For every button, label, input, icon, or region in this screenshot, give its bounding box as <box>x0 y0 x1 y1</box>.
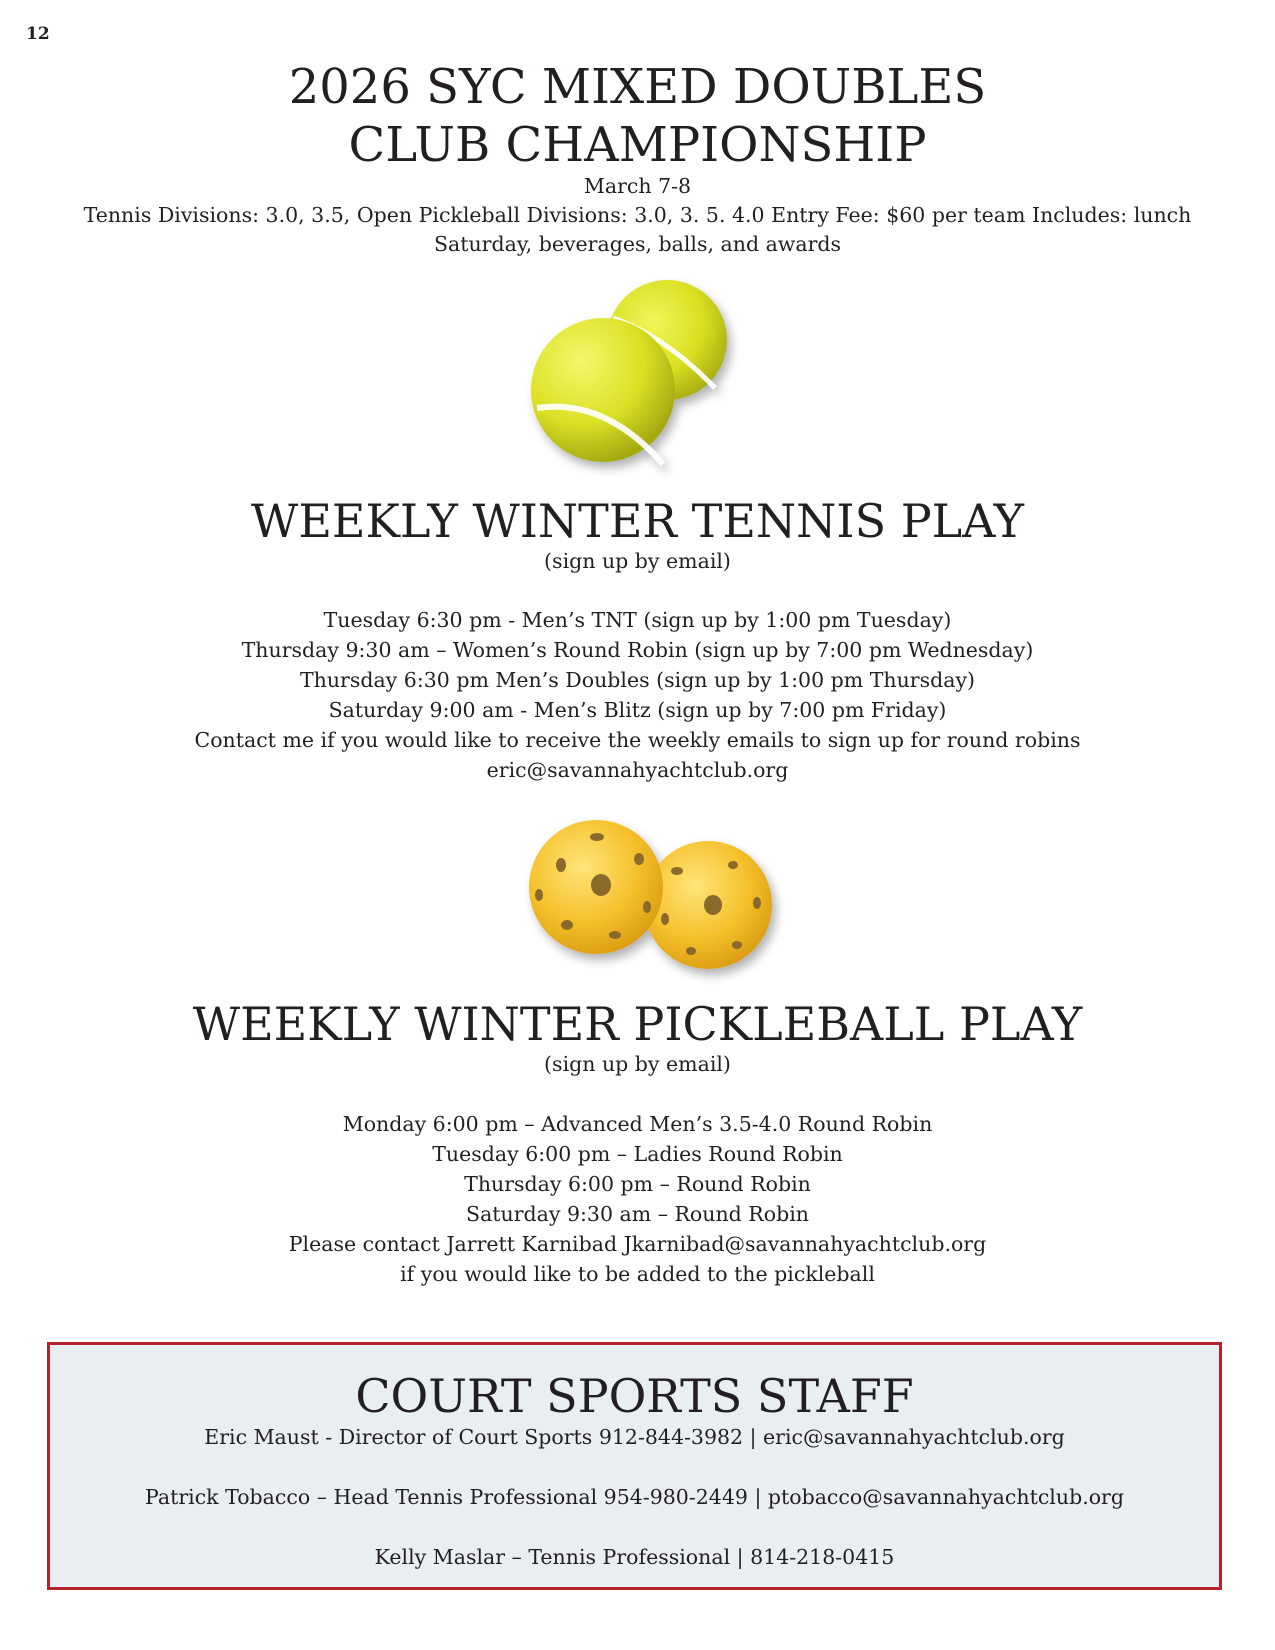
championship-details-line1: Tennis Divisions: 3.0, 3.5, Open Pickleball Divisions: 3.0, 3. 5. 4.0 Entry Fee: $60 per team Includes: lunch <box>83 203 1192 227</box>
championship-date: March 7-8 <box>583 174 692 198</box>
pickleball-line: Monday 6:00 pm – Advanced Men’s 3.5-4.0 Round Robin <box>342 1112 933 1136</box>
tennis-heading: WEEKLY WINTER TENNIS PLAY <box>251 494 1024 548</box>
tennis-line: Saturday 9:00 am - Men’s Blitz (sign up by 7:00 pm Friday) <box>328 698 947 722</box>
championship-title-line1: 2026 SYC MIXED DOUBLES <box>288 59 987 115</box>
pickleball-line: Saturday 9:30 am – Round Robin <box>466 1202 809 1226</box>
pickleballs-image <box>515 815 785 990</box>
tennis-ball-front <box>531 318 675 462</box>
court-sports-staff-box <box>47 1342 1222 1590</box>
pickleball-line: Thursday 6:00 pm – Round Robin <box>464 1172 811 1196</box>
pickleball-front <box>529 820 663 954</box>
pickleball-heading: WEEKLY WINTER PICKLEBALL PLAY <box>192 997 1083 1051</box>
tennis-schedule <box>0 605 1275 785</box>
tennis-balls-image <box>515 278 765 488</box>
tennis-line: Thursday 9:30 am – Women’s Round Robin (sign up by 7:00 pm Wednesday) <box>241 638 1034 662</box>
staff-heading: COURT SPORTS STAFF <box>355 1369 914 1423</box>
tennis-signup-note: (sign up by email) <box>544 549 731 573</box>
tennis-email: eric@savannahyachtclub.org <box>486 758 789 782</box>
pickleball-line: Tuesday 6:00 pm – Ladies Round Robin <box>432 1142 843 1166</box>
tennis-line: Contact me if you would like to receive the weekly emails to sign up for round robins <box>194 728 1081 752</box>
pickleball-line: Please contact Jarrett Karnibad Jkarnibad@savannahyachtclub.org <box>288 1232 987 1256</box>
championship-title <box>0 58 1275 174</box>
staff-member-head-pro: Patrick Tobacco – Head Tennis Professional 954-980-2449 | ptobacco@savannahyachtclub.org <box>145 1485 1124 1509</box>
pickleball-schedule <box>0 1109 1275 1289</box>
pickleball-signup-note: (sign up by email) <box>544 1052 731 1076</box>
pickleball-back <box>644 841 772 969</box>
pickleball-line: if you would like to be added to the pickleball <box>400 1262 875 1286</box>
staff-member-pro: Kelly Maslar – Tennis Professional | 814-218-0415 <box>374 1545 895 1569</box>
championship-title-line2: CLUB CHAMPIONSHIP <box>348 117 927 173</box>
tennis-line: Tuesday 6:30 pm - Men’s TNT (sign up by 1:00 pm Tuesday) <box>323 608 952 632</box>
page-number: 12 <box>26 24 50 44</box>
championship-details-line2: Saturday, beverages, balls, and awards <box>433 232 842 256</box>
staff-member-director: Eric Maust - Director of Court Sports 912-844-3982 | eric@savannahyachtclub.org <box>204 1425 1065 1449</box>
tennis-line: Thursday 6:30 pm Men’s Doubles (sign up by 1:00 pm Thursday) <box>299 668 976 692</box>
